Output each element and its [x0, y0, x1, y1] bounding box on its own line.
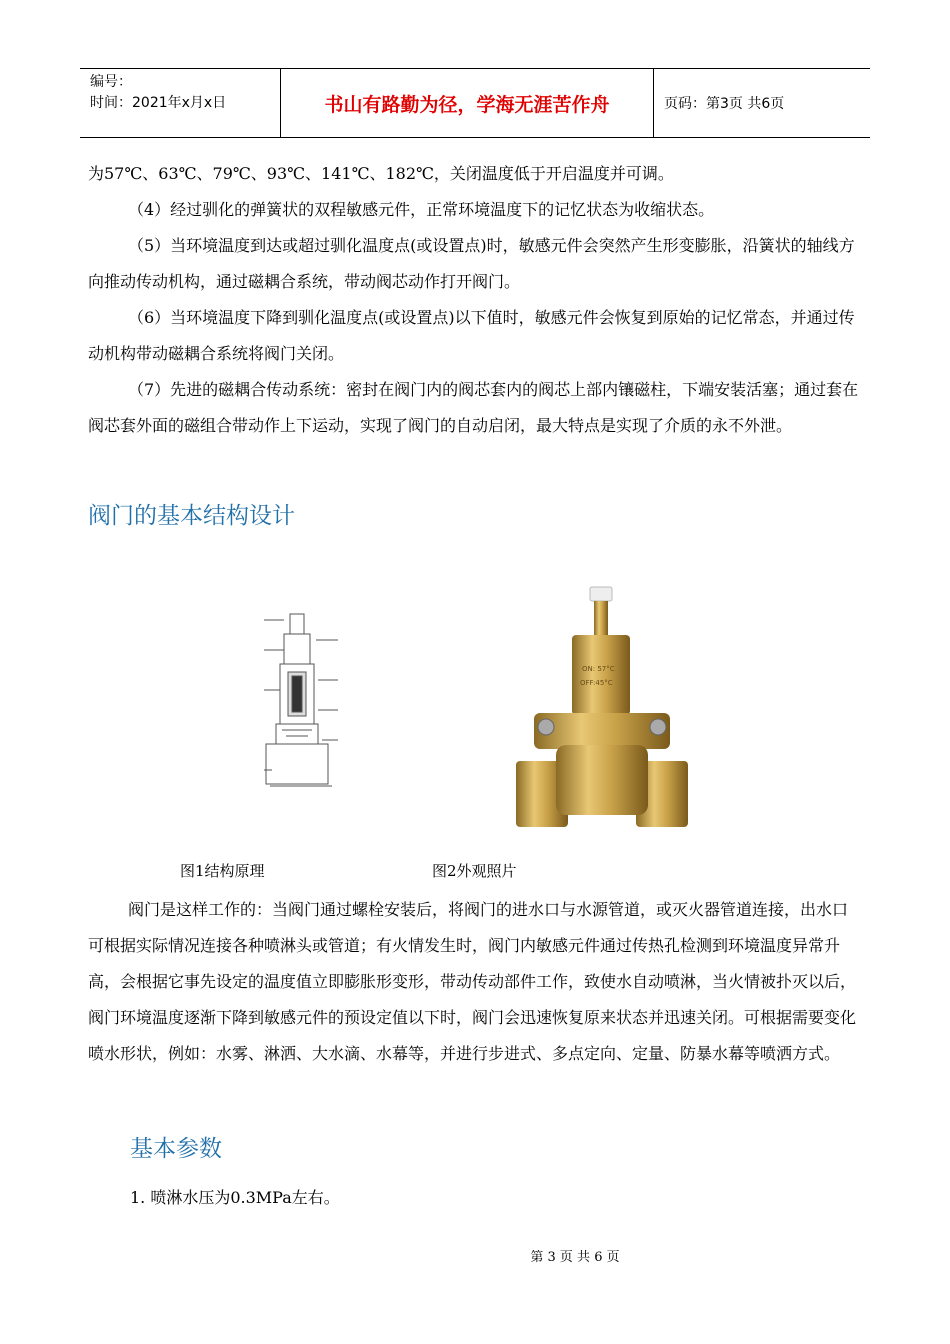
bolt-icon	[650, 719, 666, 735]
paragraph-4: （4）经过驯化的弹簧状的双程敏感元件，正常环境温度下的记忆状态为收缩状态。	[128, 200, 715, 219]
parameters-list	[130, 1180, 830, 1216]
parameter-item-1: 1. 喷淋水压为0.3MPa左右。	[130, 1188, 340, 1207]
valve-body-icon	[556, 745, 648, 815]
header-date-label: 时间：2021年x月x日	[90, 95, 227, 111]
flange-icon	[534, 713, 670, 749]
section-title-parameters: 基本参数	[130, 1136, 222, 1162]
stem-icon	[594, 601, 608, 635]
bonnet-icon	[572, 635, 630, 715]
cap-icon	[590, 587, 612, 601]
page-header	[80, 68, 870, 138]
working-description	[88, 892, 863, 1072]
section-title-structure: 阀门的基本结构设计	[88, 503, 295, 529]
page-footer: 第 3 页 共 6 页	[530, 1250, 620, 1265]
paragraph-6: （6）当环境温度下降到驯化温度点(或设置点)以下值时，敏感元件会恢复到原始的记忆常态，并通过传动机构带动磁耦合系统将阀门关闭。	[88, 308, 855, 363]
paragraph-7: （7）先进的磁耦合传动系统：密封在阀门内的阀芯套内的阀芯上部内镶磁柱，下端安装活塞；通过套在阀芯套外面的磁组合带动作上下运动，实现了阀门的自动启闭，最大特点是实现了介质的永不外泄。	[88, 380, 859, 435]
valve-cross-section-icon	[262, 610, 340, 806]
header-motto: 书山有路勤为径，学海无涯苦作舟	[280, 69, 654, 137]
paragraph-temperatures: 为57℃、63℃、79℃、93℃、141℃、182℃，关闭温度低于开启温度并可调。	[88, 164, 674, 183]
figure2-caption: 图2外观照片	[432, 862, 517, 880]
paragraph-working: 阀门是这样工作的：当阀门通过螺栓安装后，将阀门的进水口与水源管道，或灭火器管道连接，出水口可根据实际情况连接各种喷淋头或管道；有火情发生时，阀门内敏感元件通过传热孔检测到环境温度异常升高，会根据它事先设定的温度值立即膨胀形变形，带动传动部件工作，致使水自动喷淋，当火情被扑灭以后，阀门环境温度逐渐下降到敏感元件的预设定值以下时，阀门会迅速恢复原来状态并迅速关闭。可根据需要变化喷水形状，例如：水雾、淋洒、大水滴、水幕等，并进行步进式、多点定向、定量、防暴水幕等喷洒方式。	[88, 900, 857, 1063]
header-meta	[80, 69, 280, 137]
intro-paragraphs	[88, 156, 863, 444]
header-number-label: 编号：	[90, 74, 132, 90]
valve-photo	[510, 585, 695, 835]
photo-label-on: ON: 57°C	[582, 665, 615, 673]
photo-label-off: OFF:45°C	[580, 679, 613, 687]
figure1-caption: 图1结构原理	[180, 862, 265, 880]
header-page-info: 页码：第3页 共6页	[664, 96, 785, 112]
structure-diagram	[262, 610, 340, 806]
paragraph-5: （5）当环境温度到达或超过驯化温度点(或设置点)时，敏感元件会突然产生形变膨胀，沿簧状的轴线方向推动传动机构，通过磁耦合系统，带动阀芯动作打开阀门。	[88, 236, 855, 291]
bolt-icon	[538, 719, 554, 735]
